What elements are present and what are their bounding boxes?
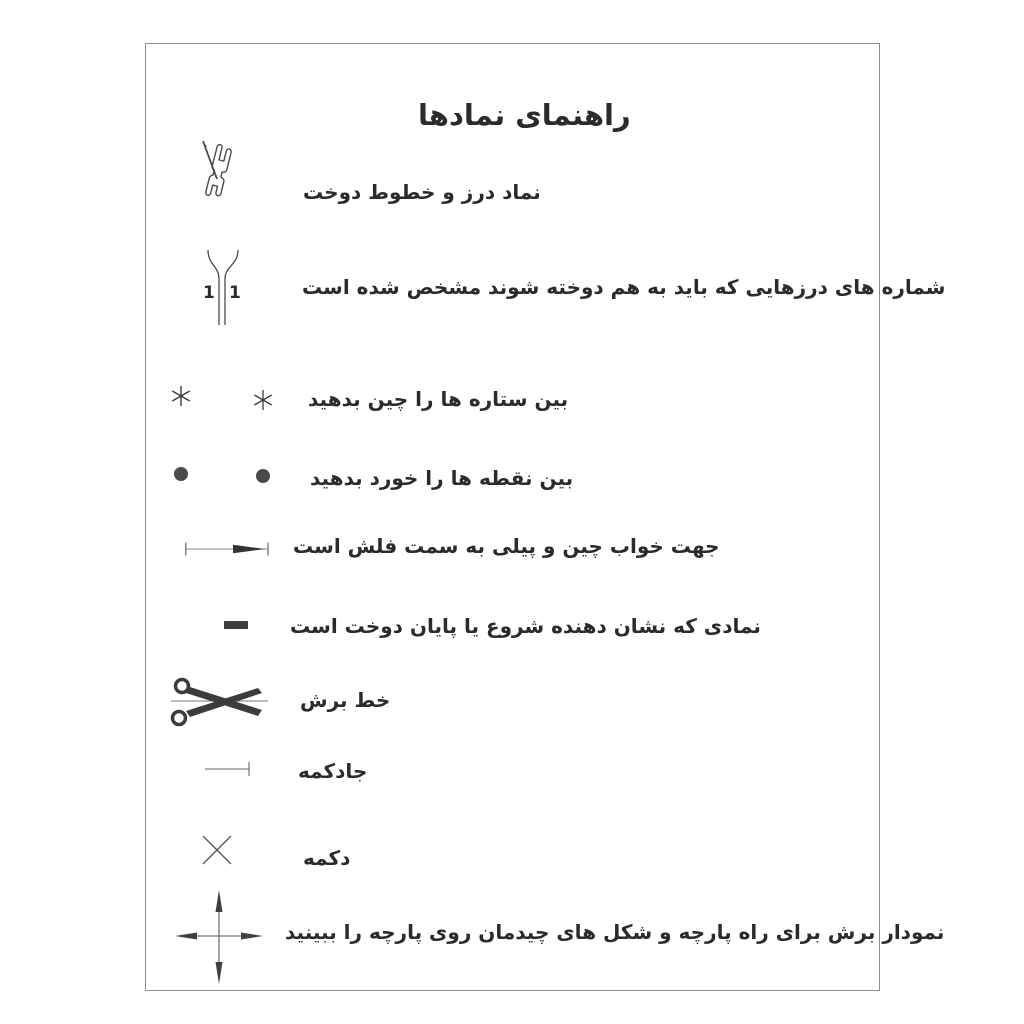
legend-label-button: دکمه (303, 846, 351, 870)
notch-number-left: 1 (203, 283, 215, 303)
stitch-start-end-bar-icon (224, 621, 248, 629)
grainline-cross-icon (173, 888, 265, 986)
pleat-arrow-icon (185, 541, 271, 557)
legend-label-ease-dots: بین نقطه ها را خورد بدهید (310, 466, 574, 490)
buttonhole-icon (205, 761, 251, 777)
gather-star-icon-left (170, 385, 192, 407)
legend-label-grainline: نمودار برش برای راه پارچه و شکل های چیدمان روی پارچه را ببینید (285, 920, 945, 944)
legend-label-gather-stars: بین ستاره ها را چین بدهید (308, 387, 569, 411)
legend-label-pleat-arrow: جهت خواب چین و پیلی به سمت فلش است (293, 534, 720, 558)
legend-label-seam-numbers: شماره های درزهایی که باید به هم دوخته شوند مشخص شده است (302, 275, 946, 299)
page-title: راهنمای نمادها (418, 98, 631, 132)
legend-label-seam-lines: نماد درز و خطوط دوخت (303, 180, 541, 204)
ease-dot-icon-left (174, 467, 188, 481)
legend-label-buttonhole: جادکمه (298, 759, 368, 783)
legend-label-start-end: نمادی که نشان دهنده شروع یا پایان دوخت است (290, 614, 761, 638)
button-x-icon (201, 834, 233, 866)
gather-star-icon-right (252, 389, 274, 411)
seam-notch-icon (202, 249, 244, 327)
ease-dot-icon-right (256, 469, 270, 483)
legend-label-cut-line: خط برش (300, 688, 391, 712)
presser-foot-icon (194, 140, 238, 202)
scissors-icon (171, 678, 269, 726)
notch-number-right: 1 (229, 283, 241, 303)
